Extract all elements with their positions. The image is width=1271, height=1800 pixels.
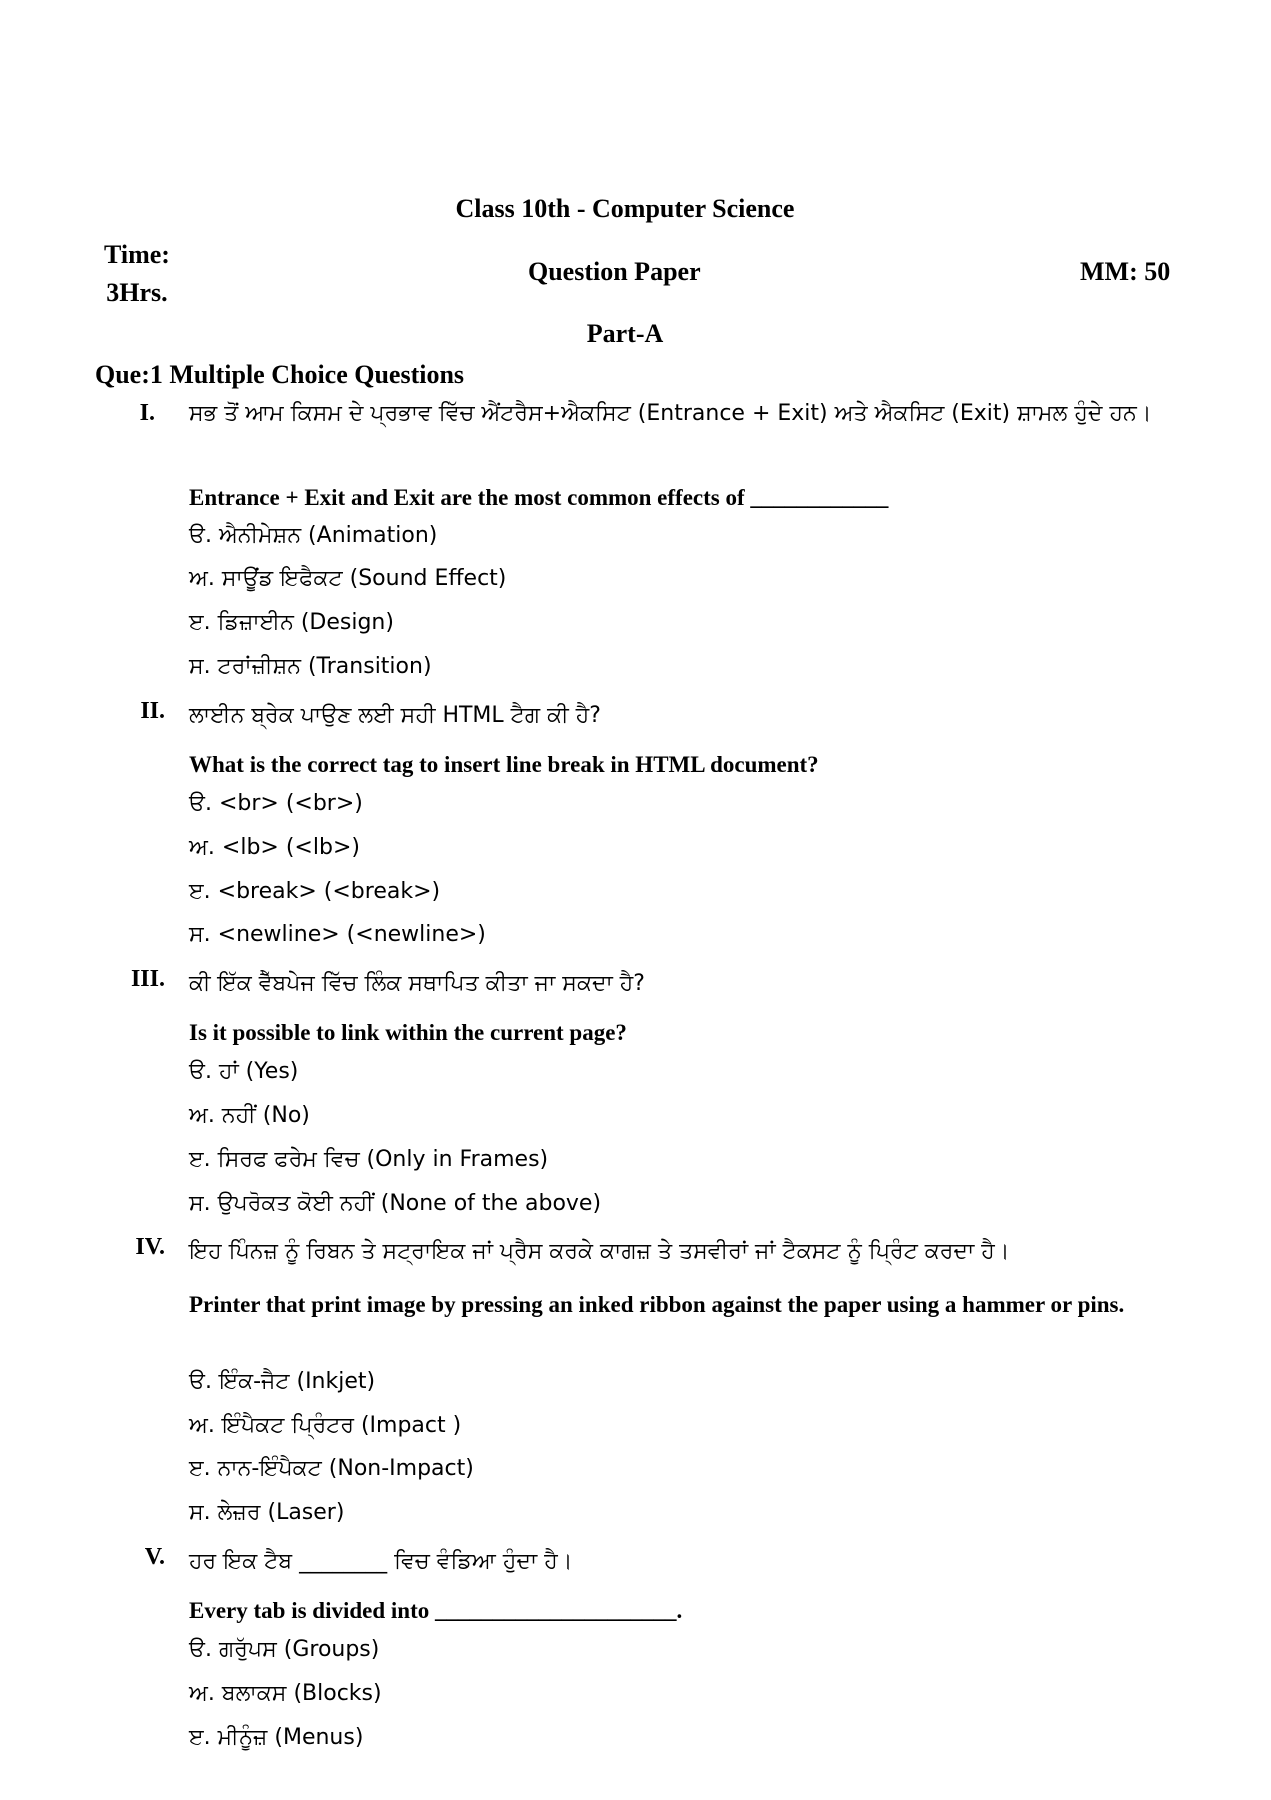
option-c: ੲ. ਮੀਨੂੰਜ਼ (Menus) [189,1725,364,1750]
section-heading: Que:1 Multiple Choice Questions [95,360,465,389]
option-a: ੳ. <br> (<br>) [189,791,363,816]
question-text-english: Is it possible to link within the current page? [189,1020,627,1045]
question-number: IV. [135,1234,165,1260]
question-text-english: What is the correct tag to insert line break in HTML document? [189,752,819,777]
question-text-english: Every tab is divided into _____________________. [189,1598,683,1623]
option-b: ਅ. ਸਾਊਂਡ ਇਫੈਕਟ (Sound Effect) [189,566,507,591]
question-number: I. [139,400,155,426]
paper-title: Question Paper [528,257,701,286]
part-label: Part-A [586,319,664,348]
option-a: ੳ. ਐਨੀਮੇਸ਼ਨ (Animation) [189,523,438,548]
page-title: Class 10th - Computer Science [455,194,795,223]
option-d: ਸ. ਲੇਜ਼ਰ (Laser) [189,1500,345,1525]
option-d: ਸ. ਟਰਾਂਜ਼ੀਸ਼ਨ (Transition) [189,654,432,679]
option-c: ੲ. <break> (<break>) [189,879,441,904]
question-text-punjabi: ਕੀ ਇੱਕ ਵੈੱਬਪੇਜ ਵਿੱਚ ਲਿੰਕ ਸਥਾਪਿਤ ਕੀਤਾ ਜਾ ਸਕਦਾ ਹੈ? [189,971,645,996]
question-text-english: Entrance + Exit and Exit are the most common effects of ____________ [189,485,889,510]
question-text-punjabi: ਲਾਈਨ ਬ੍ਰੇਕ ਪਾਉਣ ਲਈ ਸਹੀ HTML ਟੈਗ ਕੀ ਹੈ? [189,703,601,728]
question-number: III. [130,966,165,992]
question-text-punjabi: ਸਭ ਤੋਂ ਆਮ ਕਿਸਮ ਦੇ ਪ੍ਰਭਾਵ ਵਿੱਚ ਐਂਟਰੈਸ+ਐਕਸਿਟ (Entrance + Exit) ਅਤੇ ਐਕਸਿਟ (Exit) ਸ਼ਾਮਲ ਹੁੰਦੇ ਹਨ। [189,401,1152,426]
option-a: ੳ. ਗਰੁੱਪਸ (Groups) [189,1637,380,1662]
option-d: ਸ. ਉਪਰੋਕਤ ਕੋਈ ਨਹੀਂ (None of the above) [189,1191,602,1216]
option-b: ਅ. <lb> (<lb>) [189,835,360,860]
option-b: ਅ. ਇੰਪੈਕਟ ਪ੍ਰਿੰਟਰ (Impact ) [189,1413,462,1438]
option-c: ੲ. ਡਿਜ਼ਾਈਨ (Design) [189,610,394,635]
question-text-punjabi: ਹਰ ਇਕ ਟੈਬ ________ ਵਿਚ ਵੰਡਿਆ ਹੁੰਦਾ ਹੈ। [189,1549,573,1574]
option-a: ੳ. ਹਾਂ (Yes) [189,1059,299,1084]
question-text-english: Printer that print image by pressing an inked ribbon against the paper using a hammer or pins. [189,1292,1125,1317]
question-number: II. [140,698,165,724]
question-text-punjabi: ਇਹ ਪਿੰਨਜ਼ ਨੂੰ ਰਿਬਨ ਤੇ ਸਟ੍ਰਾਇਕ ਜਾਂ ਪ੍ਰੈਸ ਕਰਕੇ ਕਾਗਜ਼ ਤੇ ਤਸਵੀਰਾਂ ਜਾਂ ਟੈਕਸਟ ਨੂੰ ਪ੍ਰਿੰਟ ਕਰਦਾ ਹੈ। [189,1239,1010,1264]
option-c: ੲ. ਸਿਰਫ ਫਰੇਮ ਵਿਚ (Only in Frames) [189,1147,549,1172]
time-label: Time: 3Hrs. [104,240,170,307]
option-d: ਸ. <newline> (<newline>) [189,922,486,947]
option-b: ਅ. ਬਲਾਕਸ (Blocks) [189,1681,382,1706]
max-marks-label: MM: 50 [1080,257,1171,286]
question-number: V. [144,1544,165,1570]
option-a: ੳ. ਇੰਕ-ਜੈਟ (Inkjet) [189,1369,376,1394]
option-b: ਅ. ਨਹੀਂ (No) [189,1103,310,1128]
option-c: ੲ. ਨਾਨ-ਇੰਪੈਕਟ (Non-Impact) [189,1456,474,1481]
